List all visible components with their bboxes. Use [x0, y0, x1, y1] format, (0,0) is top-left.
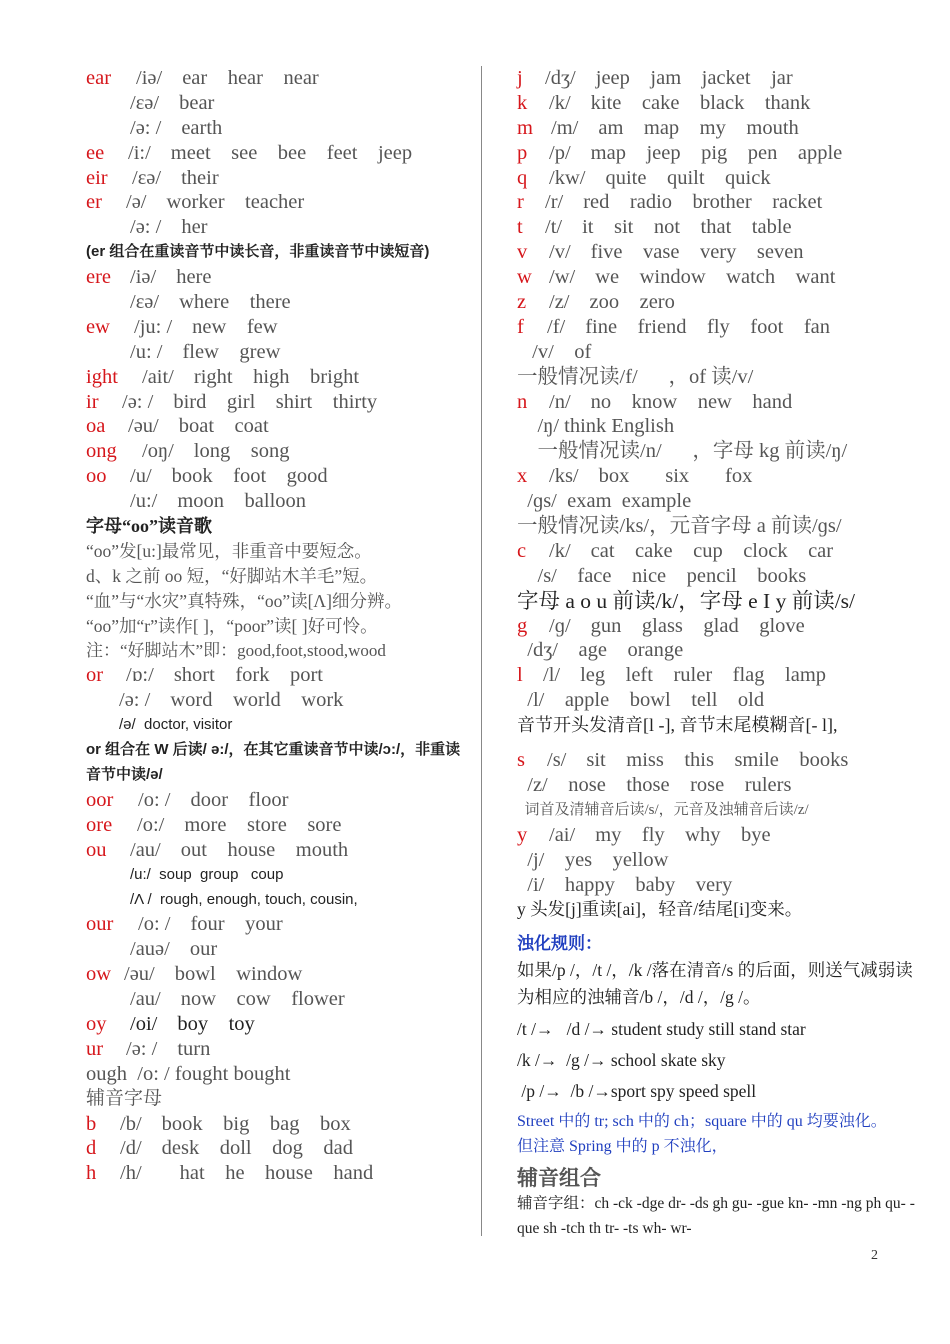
entry-ir: ir /ə: / bird girl shirt thirty [86, 390, 378, 413]
entry-g: g /ɡ/ gun glass glad glove [517, 614, 805, 637]
entry-w: w /w/ we window watch want [517, 266, 836, 289]
entry-ear: ear /iə/ ear hear near [86, 67, 319, 89]
page-number: 2 [871, 1248, 878, 1263]
entry-y-3: /i/ happy baby very [517, 873, 733, 896]
entry-x-2: /ɡs/ exam example [517, 490, 692, 513]
entry-f-2: /v/ of [527, 340, 592, 363]
entry-our: our /o: / four your [86, 913, 283, 936]
column-divider [481, 66, 482, 1236]
entry-oo: oo /u/ book foot good [86, 465, 328, 488]
note-or: or 组合在 W 后读/ ə:/，在其它重读音节中读/ɔ:/，非重读音节中读/ə/ [86, 741, 461, 784]
entry-y-2: /j/ yes yellow [517, 848, 669, 871]
entry-d: d /d/ desk doll dog dad [86, 1137, 353, 1160]
entry-s: s /s/ sit miss this smile books [517, 749, 849, 772]
entry-or: or /ɒ:/ short fork port [86, 664, 323, 687]
entry-er-2: /ə: / her [130, 216, 208, 239]
entry-er: er /ə/ worker teacher [86, 191, 305, 214]
entry-t: t /t/ it sit not that table [517, 216, 792, 239]
entry-c: c /k/ cat cake cup clock car [517, 539, 834, 562]
entry-m: m /m/ am map my mouth [517, 116, 799, 139]
voicing-note-1: Street 中的 tr; sch 中的 ch；square 中的 qu 均要浊化。 [517, 1112, 887, 1130]
entry-h: h /h/ hat he house hand [86, 1162, 374, 1185]
entry-x: x /ks/ box six fox [517, 465, 753, 488]
entry-c-2: /s/ face nice pencil books [517, 564, 807, 587]
entry-v: v /v/ five vase very seven [517, 241, 804, 264]
oo-song-line-2: d、k 之前 oo 短，“好脚站木羊毛”短。 [86, 565, 378, 586]
oo-song-line-3: “血”与“水灾”真特殊，“oo”读[Λ]细分辨。 [86, 590, 402, 611]
entry-ew-2: /u: / flew grew [130, 340, 281, 363]
rule-f: 一般情况读/f/ ，of 读/v/ [517, 365, 754, 388]
left-column [86, 66, 462, 1186]
entry-ere: ere /iə/ here [86, 266, 212, 289]
entry-ore: ore /o:/ more store sore [86, 813, 342, 836]
entry-k: k /k/ kite cake black thank [517, 91, 811, 114]
entry-j: j /dʒ/ jeep jam jacket jar [517, 67, 793, 89]
entry-or-2: /ə: / word world work [119, 689, 344, 712]
entry-s-2: /z/ nose those rose rulers [517, 773, 792, 796]
rule-n: 一般情况读/n/ ，字母 kg 前读/ŋ/ [517, 440, 848, 463]
entry-or-3: /ə/ doctor, visitor [119, 716, 233, 734]
entry-z: z /z/ zoo zero [517, 291, 675, 314]
entry-ear-3: /ə: / earth [130, 116, 223, 139]
entry-ou-3: /Λ / rough, enough, touch, cousin, [130, 890, 358, 908]
rule-l: 音节开头发清音[l -], 音节末尾模糊音[- l], [517, 715, 838, 736]
entry-ou: ou /au/ out house mouth [86, 838, 349, 861]
right-column [517, 66, 917, 1241]
entry-ight: ight /ait/ right high bright [86, 365, 360, 388]
entry-ough: ough /o: / fought bought [86, 1062, 291, 1085]
entry-r: r /r/ red radio brother racket [517, 191, 823, 214]
oo-song-line-5: 注：“好脚站木”即：good,foot,stood,wood [86, 640, 386, 660]
entry-b: b /b/ book big bag box [86, 1112, 351, 1135]
entry-ou-2: /u:/ soup group coup [130, 865, 284, 883]
consonant-groups-title: 辅音组合 [517, 1165, 601, 1190]
consonant-letters-heading: 辅音字母 [86, 1087, 163, 1109]
entry-ee: ee /i:/ meet see bee feet jeep [86, 141, 413, 164]
entry-ow: ow /əu/ bowl window [86, 963, 303, 986]
voicing-t: /t /→ /d /→ student study still stand star [517, 1019, 806, 1040]
entry-ew: ew /ju: / new few [86, 315, 278, 338]
entry-our-2: /auə/ our [130, 938, 218, 961]
entry-n-2: /ŋ/ think English [517, 415, 675, 438]
entry-eir: eir /εə/ their [86, 166, 219, 189]
rule-x: 一般情况读/ks/，元音字母 a 前读/ɡs/ [517, 515, 842, 538]
entry-ong: ong /oŋ/ long song [86, 440, 290, 463]
entry-ere-2: /εə/ where there [130, 291, 291, 314]
rule-y: y 头发[j]重读[ai]，轻音/结尾[i]变来。 [517, 899, 803, 920]
entry-oor: oor /o: / door floor [86, 788, 289, 811]
voicing-rules-title: 浊化规则： [517, 934, 602, 954]
entry-oo-2: /u:/ moon balloon [130, 490, 307, 513]
entry-ear-2: /εə/ bear [130, 91, 215, 114]
entry-n: n /n/ no know new hand [517, 390, 793, 413]
rule-s: 词首及清辅音后读/s/，元音及浊辅音后读/z/ [517, 801, 809, 818]
entry-f: f /f/ fine friend fly foot fan [517, 315, 831, 338]
voicing-k: /k /→ /g /→ school skate sky [517, 1050, 726, 1071]
rule-c: 字母 a o u 前读/k/，字母 e I y 前读/s/ [517, 588, 856, 613]
oo-song-line-1: “oo”发[u:]最常见，非重音中要短念。 [86, 540, 372, 561]
note-er: (er 组合在重读音节中读长音，非重读音节中读短音) [86, 243, 430, 261]
entry-l-2: /l/ apple bowl tell old [517, 689, 765, 712]
entry-oy: oy /oi/ boy toy [86, 1012, 255, 1035]
consonant-groups-list: 辅音字组：ch -ck -dge dr- -ds gh gu- -gue kn- -mn -ng ph qu- -que sh -tch th tr- -ts wh- wr- [517, 1194, 915, 1237]
entry-ow-2: /au/ now cow flower [130, 988, 345, 1011]
oo-song-title: 字母“oo”读音歌 [86, 516, 212, 537]
entry-q: q /kw/ quite quilt quick [517, 166, 771, 189]
oo-song-line-4: “oo”加“r”读作[ ]，“poor”读[ ]好可怜。 [86, 615, 378, 636]
voicing-rule-text: 如果/p /，/t /，/k /落在清音/s 的后面，则送气减弱读为相应的浊辅音/b /，/d /，/g /。 [517, 960, 913, 1008]
voicing-note-2: 但注意 Spring 中的 p 不浊化， [517, 1137, 728, 1155]
entry-p: p /p/ map jeep pig pen apple [517, 141, 843, 164]
voicing-p: /p /→ /b /→sport spy speed spell [517, 1080, 757, 1101]
entry-g-2: /dʒ/ age orange [517, 639, 684, 662]
entry-ur: ur /ə: / turn [86, 1037, 211, 1060]
entry-l: l /l/ leg left ruler flag lamp [517, 664, 827, 687]
entry-y: y /ai/ my fly why bye [517, 823, 771, 846]
entry-oa: oa /əu/ boat coat [86, 415, 269, 438]
